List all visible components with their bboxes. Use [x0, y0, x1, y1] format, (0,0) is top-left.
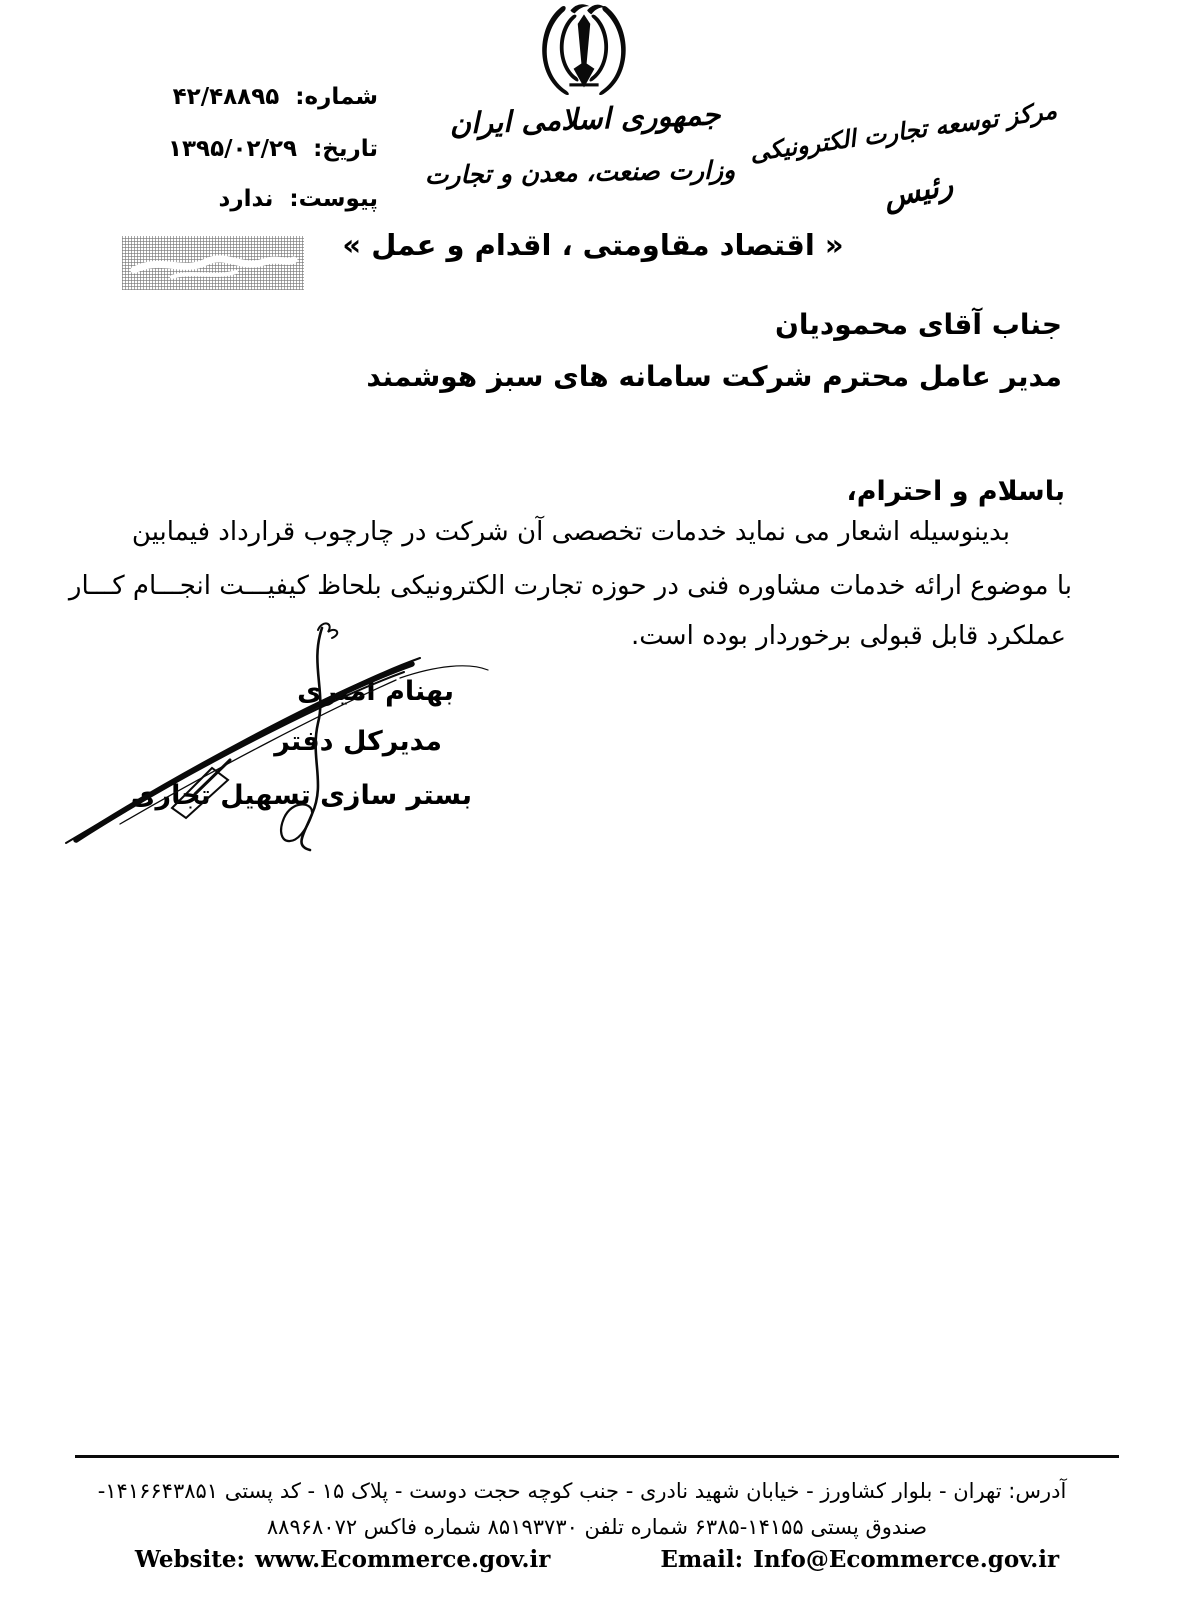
dithered-stamp: [122, 236, 304, 290]
slogan-line: « اقتصاد مقاومتی ، اقدام و عمل »: [342, 228, 844, 262]
iran-emblem-icon: [528, 4, 640, 100]
body-line-1: بدینوسیله اشعار می نماید خدمات تخصصی آن شرکت در چارچوب قرارداد فیمابین: [131, 517, 1010, 547]
recipient-name-line: جناب آقای محمودیان: [775, 308, 1062, 341]
attachment-label: پیوست:: [289, 186, 378, 212]
number-label: شماره:: [295, 84, 378, 110]
signer-name: بهنام امیری: [297, 676, 454, 707]
attachment-value: ندارد: [218, 186, 274, 212]
number-value: ۴۲/۴۸۸۹۵: [172, 84, 280, 110]
org-calligraphy: مرکز توسعه تجارت الکترونیکی: [748, 96, 1059, 167]
footer-web-email-line: [0, 1546, 1194, 1573]
letter-date-row: [168, 136, 378, 162]
footer-address-line: آدرس: تهران - بلوار کشاورز - خیابان شهید نادری - جنب کوچه حجت دوست - پلاک ۱۵ - کد پستی ۱۴۱۶۶۴۳۸۵۱-: [97, 1479, 1067, 1503]
letter-number-row: [173, 84, 378, 110]
website-label: Website:: [134, 1546, 245, 1573]
stamp-script-icon: [122, 236, 304, 290]
body-line-3: عملکرد قابل قبولی برخوردار بوده است.: [630, 621, 1066, 651]
salutation-line: باسلام و احترام،: [846, 476, 1065, 507]
ministry-title: وزارت صنعت، معدن و تجارت: [424, 155, 736, 190]
org-role-calligraphy: رئیس: [879, 167, 956, 216]
footer-website: [135, 1546, 550, 1573]
signer-title-2: بستر سازی تسهیل تجاری: [130, 780, 472, 811]
email-value: Info@Ecommerce.gov.ir: [753, 1546, 1060, 1573]
date-label: تاریخ:: [313, 136, 378, 162]
recipient-title-line: مدیر عامل محترم شرکت سامانه های سبز هوشمند: [366, 360, 1062, 393]
country-title: جمهوری اسلامی ایران: [449, 97, 721, 141]
footer-contact-line: صندوق پستی ۱۴۱۵۵-۶۳۸۵ شماره تلفن ۸۵۱۹۳۷۳۰ شماره فاکس ۸۸۹۶۸۰۷۲: [266, 1515, 928, 1539]
date-value: ۱۳۹۵/۰۲/۲۹: [167, 136, 298, 162]
signer-title-1: مدیرکل دفتر: [274, 726, 442, 757]
footer-email: [660, 1546, 1059, 1573]
email-label: Email:: [660, 1546, 744, 1573]
website-value: www.Ecommerce.gov.ir: [254, 1546, 551, 1573]
letter-attachment-row: [219, 186, 378, 212]
body-line-2: با موضوع ارائه خدمات مشاوره فنی در حوزه تجارت الکترونیکی بلحاظ کیفیـــت انجـــام کـــار: [68, 571, 1072, 601]
footer-divider: [75, 1455, 1119, 1458]
